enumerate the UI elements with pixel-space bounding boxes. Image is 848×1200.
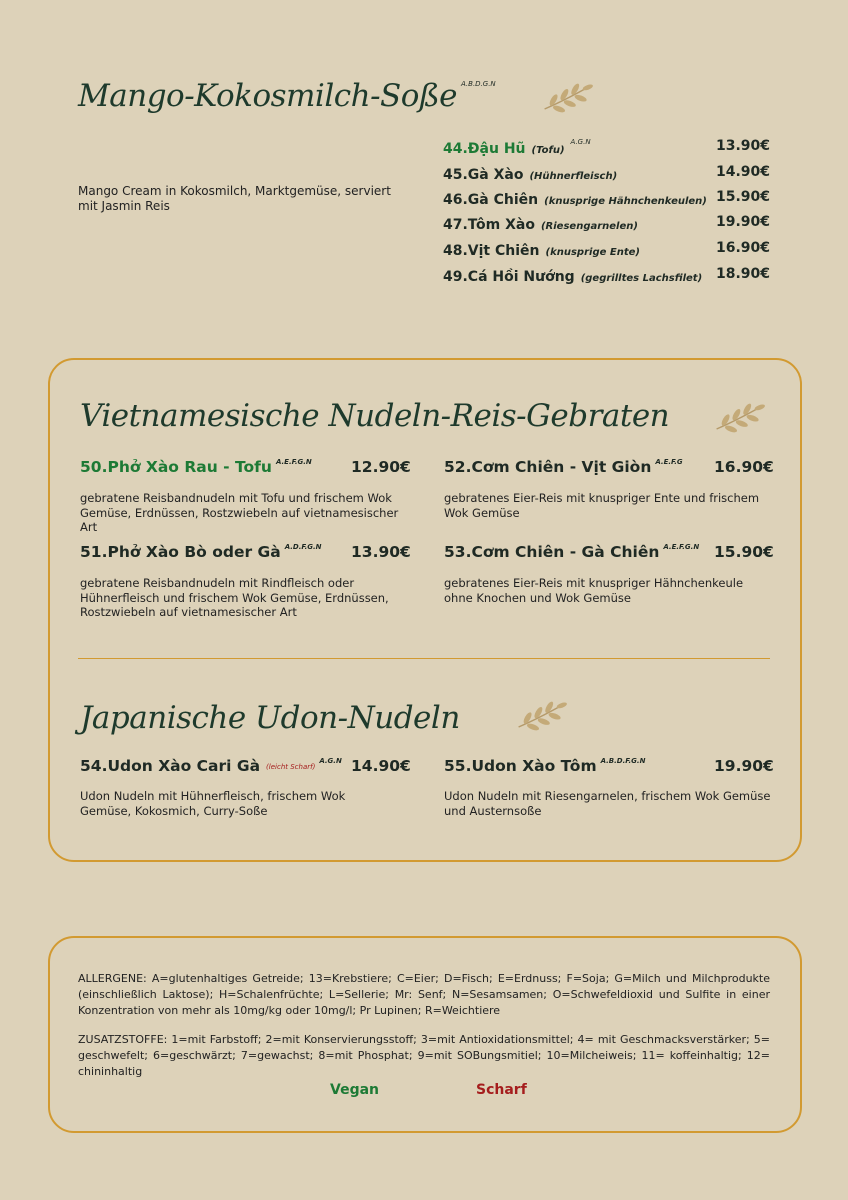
dish-52-name xyxy=(444,458,683,476)
dish-52-description: gebratenes Eier-Reis mit knuspriger Ente und frischem Wok Gemüse xyxy=(444,491,760,520)
dish-53-price: 15.90€ xyxy=(714,543,774,561)
section-divider xyxy=(78,658,770,659)
item-subtitle: (Tofu) xyxy=(531,145,565,156)
dish-allergens: A.B.D.F.G.N xyxy=(600,757,646,765)
menu-item-44 xyxy=(443,138,770,158)
mango-title-text: Mango-Kokosmilch-Soße xyxy=(78,78,457,114)
menu-item-49 xyxy=(443,266,770,286)
dish-54-description: Udon Nudeln mit Hühnerfleisch, frischem Wok Gemüse, Kokosmich, Curry-Soße xyxy=(80,789,346,818)
dish-allergens: A.G.N xyxy=(319,757,342,765)
dish-50-name xyxy=(80,458,312,476)
item-price: 19.90€ xyxy=(715,214,770,230)
dish-51-price: 13.90€ xyxy=(351,543,411,561)
dish-53-name xyxy=(444,543,699,561)
dish-name: 53.Cơm Chiên - Gà Chiên xyxy=(444,543,660,561)
dish-allergens: A.E.F.G xyxy=(655,458,683,466)
item-price: 13.90€ xyxy=(715,138,770,154)
menu-item-48 xyxy=(443,240,770,260)
leaf-ornament-icon xyxy=(540,82,596,118)
dish-55-price: 19.90€ xyxy=(714,757,774,775)
dish-name: 55.Udon Xào Tôm xyxy=(444,757,597,775)
dish-name: 54.Udon Xào Cari Gà xyxy=(80,757,261,775)
dish-allergens: A.E.F.G.N xyxy=(275,458,312,466)
dish-51-name xyxy=(80,543,322,561)
nudeln-section-title: Vietnamesische Nudeln-Reis-Gebraten xyxy=(80,398,670,434)
mango-allergens: A.B.D.G.N xyxy=(461,80,496,88)
dish-54-name xyxy=(80,757,342,775)
item-price: 16.90€ xyxy=(715,240,770,256)
leaf-ornament-icon xyxy=(514,700,570,736)
menu-item-46 xyxy=(443,189,770,209)
item-price: 15.90€ xyxy=(715,189,770,205)
scharf-legend-label: Scharf xyxy=(476,1082,527,1098)
dish-name: 52.Cơm Chiên - Vịt Giòn xyxy=(444,458,652,476)
dish-52-price: 16.90€ xyxy=(714,458,774,476)
item-name: 48.Vịt Chiên xyxy=(443,243,540,259)
item-name: 45.Gà Xào xyxy=(443,167,524,183)
spicy-label: (leicht Scharf) xyxy=(266,762,316,771)
dish-allergens: A.E.F.G.N xyxy=(663,543,700,551)
dish-name: 51.Phở Xào Bò oder Gà xyxy=(80,543,281,561)
dish-54-price: 14.90€ xyxy=(351,757,411,775)
menu-item-47 xyxy=(443,214,770,234)
item-name: 46.Gà Chiên xyxy=(443,192,539,208)
vegan-legend-label: Vegan xyxy=(330,1082,379,1098)
item-allergens: A.G.N xyxy=(570,138,591,146)
item-subtitle: (Riesengarnelen) xyxy=(540,221,638,232)
udon-section-title: Japanische Udon-Nudeln xyxy=(80,700,460,736)
item-name: 49.Cá Hồi Nướng xyxy=(443,269,575,285)
dish-53-description: gebratenes Eier-Reis mit knuspriger Hähnchenkeule ohne Knochen und Wok Gemüse xyxy=(444,576,744,605)
item-price: 14.90€ xyxy=(715,164,770,180)
item-name: 47.Tôm Xào xyxy=(443,217,535,233)
item-subtitle: (Hühnerfleisch) xyxy=(529,171,618,182)
item-subtitle: (gegrilltes Lachsfilet) xyxy=(580,273,703,284)
item-subtitle: (knusprige Hähnchenkeulen) xyxy=(544,196,707,207)
dish-50-description: gebratene Reisbandnudeln mit Tofu und frischem Wok Gemüse, Erdnüssen, Rostzwiebeln auf vietnamesischer Art xyxy=(80,491,399,534)
dish-name: 50.Phở Xào Rau - Tofu xyxy=(80,458,272,476)
item-price: 18.90€ xyxy=(715,266,770,282)
allergene-note: ALLERGENE: A=glutenhaltiges Getreide; 13=Krebstiere; C=Eier; D=Fisch; E=Erdnuss; F=Soja; G=Milch und Milchprodukte (einschließlich Laktose); H=Schalenfrüchte; L=Sellerie; Mr: Senf; N=Sesamsamen; O=Schwefeldioxid und Sulfite in einer Konzentration von mehr als 10mg/kg oder 10mg/l; Pr Lupinen; R=Weichtiere xyxy=(78,972,770,1017)
mango-description: Mango Cream in Kokosmilch, Marktgemüse, serviert mit Jasmin Reis xyxy=(78,184,391,213)
zusatzstoffe-note: ZUSATZSTOFFE: 1=mit Farbstoff; 2=mit Konservierungsstoff; 3=mit Antioxidationsmittel; 4= mit Geschmacksverstärker; 5= geschwefelt; 6=geschwärzt; 7=gewachst; 8=mit Phosphat; 9=mit SOBungsmitiel; 10=Milcheiweis; 11= koffeinhaltig; 12= chininhaltig xyxy=(78,1033,770,1078)
dish-allergens: A.D.F.G.N xyxy=(284,543,322,551)
leaf-ornament-icon xyxy=(712,402,768,438)
dish-51-description: gebratene Reisbandnudeln mit Rindfleisch oder Hühnerfleisch und frischem Wok Gemüse, Erdnüssen, Rostzwiebeln auf vietnamesischer Art xyxy=(80,576,389,619)
dish-50-price: 12.90€ xyxy=(351,458,411,476)
item-subtitle: (knusprige Ente) xyxy=(545,247,640,258)
mango-section-title xyxy=(78,78,496,114)
item-name: 44.Đậu Hũ xyxy=(443,141,526,157)
dish-55-description: Udon Nudeln mit Riesengarnelen, frischem Wok Gemüse und Austernsoße xyxy=(444,789,771,818)
dish-55-name xyxy=(444,757,645,775)
menu-item-45 xyxy=(443,164,770,184)
